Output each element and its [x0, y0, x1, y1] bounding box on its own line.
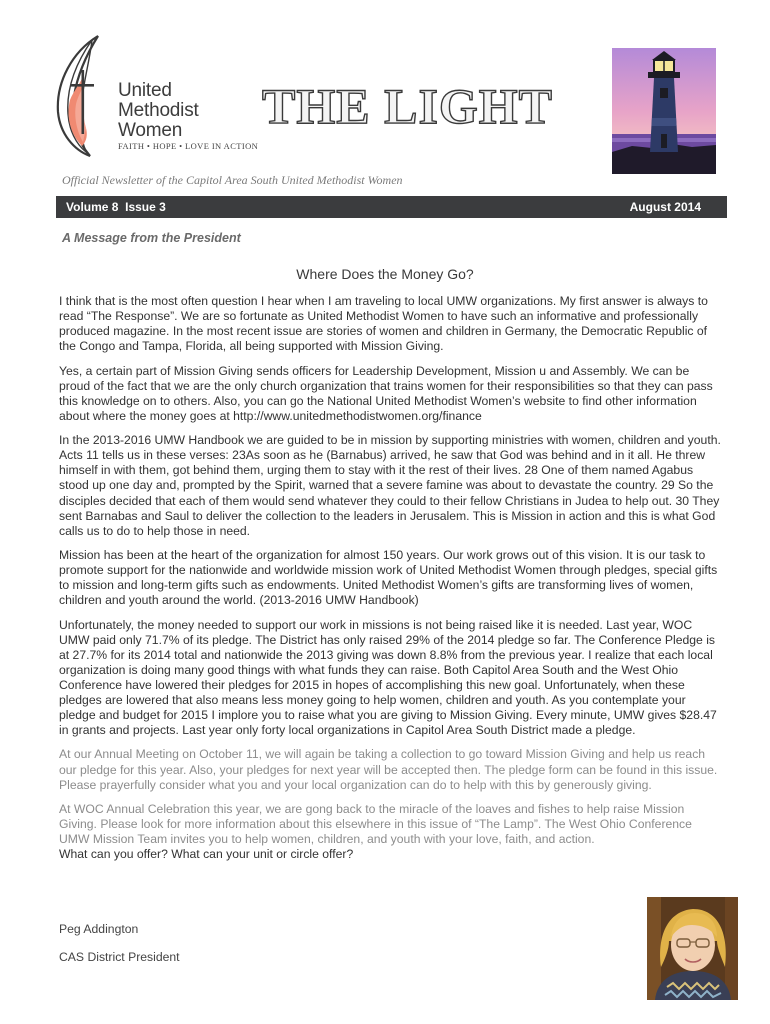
section-heading: A Message from the President	[62, 231, 241, 245]
paragraph: What can you offer? What can your unit or circle offer?	[59, 847, 354, 862]
paragraph: At WOC Annual Celebration this year, we are gong back to the miracle of the loaves and fishes to help raise Mission Giving. Please look for more information about this elsewhere in this issue of “The Lamp”. The West Ohio Conference UMW Mission Team invites you to help women, children, and youth with your love, faith, and action.	[59, 801, 692, 847]
article-body	[59, 294, 723, 872]
signature-title: CAS District President	[59, 950, 180, 964]
issue-date: August 2014	[629, 200, 701, 214]
newsletter-title: THE LIGHT	[262, 78, 554, 134]
paragraph: Yes, a certain part of Mission Giving sends officers for Leadership Development, Mission u and Assembly. We can be proud of the fact that we are the only church organization that trains women for their responsibilities so that they can pass this knowledge on to others. Also, you can go the National United Methodist Women’s website to find other information about where the money goes at http://www.unitedmethodistwomen.org/finance	[59, 363, 713, 423]
lighthouse-image	[612, 48, 716, 174]
paragraph: I think that is the most often question I hear when I am traveling to local UMW organizations. My first answer is always to read “The Response”. We are so fortunate as United Methodist Women to have such an informative and professionally produced magazine. In the most recent issue are stories of women and children in Germany, the Democratic Republic of the Congo and Tampa, Florida, all being supported with Mission Giving.	[59, 294, 708, 354]
president-photo	[647, 897, 738, 1000]
paragraph: At our Annual Meeting on October 11, we will again be taking a collection to go toward Mission Giving and help us reach our pledge for this year. Also, your pledges for next year will be accepted then. The pledge form can be found in this issue. Please prayerfully consider what you and your local organization can do to help with this by generously giving.	[59, 747, 718, 792]
umw-logo	[52, 34, 272, 159]
paragraph: Unfortunately, the money needed to support our work in missions is not being raised like it is needed. Last year, WOC UMW paid only 71.7% of its pledge. The District has only raised 29% of the 2014 pledge so far. The Conference Pledge is at 27.7% for its 2014 total and nationwide the 2013 giving was down 8.8% from the previous year. I realize that each local organization is doing many good things with what funds they can raise. Both Capitol Area South and the West Ohio Conference have lowered their pledges for 2015 in hopes of accomplishing this new goal. Unfortunately, when these pledges are lowered that also means less money going to help women, children and youth. As you contemplate your pledge and budget for 2015 I implore you to raise what you are giving to Mission Giving. Every minute, UMW gives $28.47 in grants and projects. Last year only forty local organizations in Capitol Area South District made a pledge.	[59, 617, 717, 738]
article-title: Where Does the Money Go?	[296, 266, 474, 282]
org-name-line2: Methodist	[118, 100, 199, 121]
volume-issue: Volume 8 Issue 3	[66, 200, 166, 214]
issue-bar	[56, 196, 727, 218]
flame-cross-icon	[52, 34, 122, 159]
org-tagline: FAITH • HOPE • LOVE IN ACTION	[118, 141, 259, 151]
paragraph: In the 2013-2016 UMW Handbook we are guided to be in mission by supporting ministries with women, children and youth. Acts 11 tells us in these verses: 23As soon as he (Barnabus) arrived, he saw that God was behind and in it all. He threw himself in with them, got behind them, urging them to stay with it the rest of their lives. 28 One of them named Agabus stood up one day and, prompted by the Spirit, warned that a severe famine was about to devastate the country. 29 So the disciples decided that each of them would send whatever they could to their fellow Christians in Judea to help out. 30 They sent Barnabas and Saul to deliver the collection to the leaders in Jerusalem. This is Mission in action and this is what God calls us to do to help those in need.	[59, 433, 721, 538]
signature-block	[59, 922, 180, 978]
org-name-line3: Women	[118, 120, 183, 141]
newsletter-subtitle: Official Newsletter of the Capitol Area South United Methodist Women	[62, 173, 403, 187]
paragraph: Mission has been at the heart of the organization for almost 150 years. Our work grows out of this vision. It is our task to promote support for the nationwide and worldwide mission work of United Methodist Women through pledges, special gifts to mission and long-term gifts such as endowments. United Methodist Women’s gifts are transforming lives of women, children and youth around the world. (2013-2016 UMW Handbook)	[59, 547, 718, 608]
org-name-line1: United	[118, 80, 172, 101]
signature-name: Peg Addington	[59, 922, 139, 936]
